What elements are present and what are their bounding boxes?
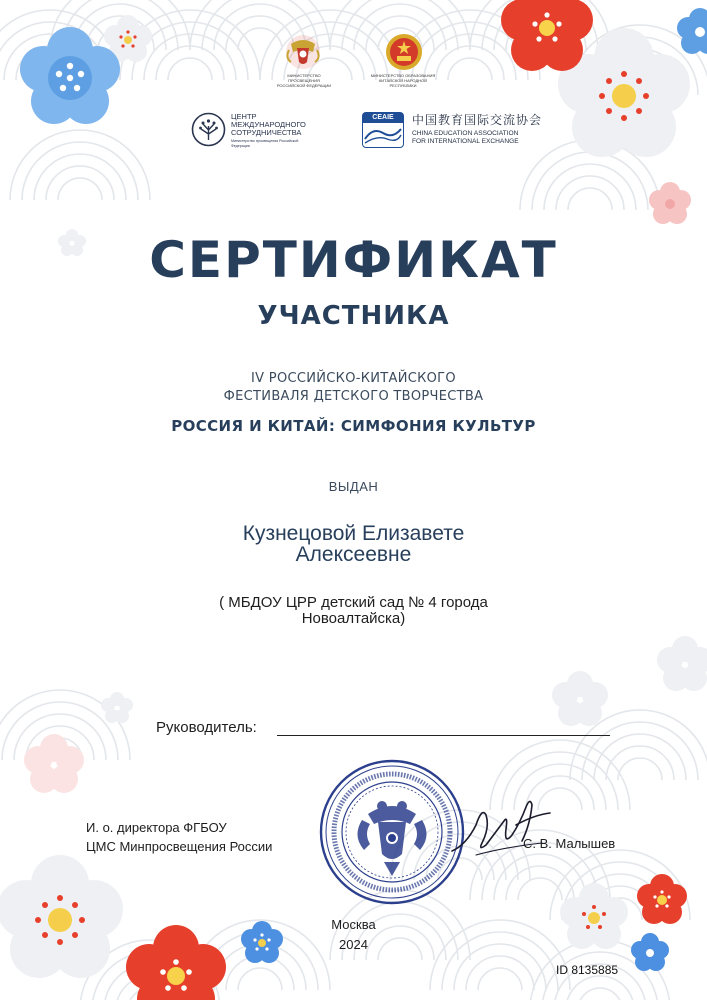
china-ministry-caption: МИНИСТЕРСТВО ОБРАЗОВАНИЯ КИТАЙСКОЙ НАРОДНОЙ РЕСПУБЛИКИ	[370, 73, 436, 88]
china-emblem-icon	[384, 32, 424, 72]
gray-flower	[657, 636, 707, 691]
issued-label: ВЫДАН	[328, 479, 379, 494]
festival-line-2: ФЕСТИВАЛЯ ДЕТСКОГО ТВОРЧЕСТВА	[223, 389, 484, 404]
director-title-line-1: И. о. директора ФГБОУ	[86, 820, 227, 835]
leader-label: Руководитель:	[156, 719, 257, 736]
certificate-title: СЕРТИФИКАТ	[149, 231, 558, 289]
certificate-id: ID 8135885	[556, 963, 619, 977]
center-tree-icon	[191, 112, 226, 147]
center-line3: СОТРУДНИЧЕСТВА	[231, 128, 302, 137]
ceaie-english-line1: CHINA EDUCATION ASSOCIATION	[412, 130, 519, 137]
ceaie-logo-icon	[362, 112, 404, 148]
signer-name: С. В. Малышев	[523, 836, 616, 851]
ceaie-english-line2: FOR INTERNATIONAL EXCHANGE	[412, 138, 519, 145]
ceaie-chinese-name: 中国教育国际交流协会	[412, 113, 543, 127]
red-flower	[501, 0, 593, 71]
ceaie-wave-icon	[363, 123, 403, 145]
certificate-subtitle: УЧАСТНИКА	[257, 301, 450, 331]
issue-city: Москва	[331, 917, 376, 932]
leader-signature-line	[277, 735, 610, 736]
center-line1: ЦЕНТР	[231, 112, 257, 121]
ministry-caption: МИНИСТЕРСТВО ПРОСВЕЩЕНИЯ РОССИЙСКОЙ ФЕДЕРАЦИИ	[276, 73, 332, 88]
signature-icon	[446, 785, 556, 865]
institution-line-2: Новоалтайска)	[301, 610, 406, 627]
pink-flower	[649, 182, 691, 224]
festival-name: РОССИЯ И КИТАЙ: СИМФОНИЯ КУЛЬТУР	[171, 417, 536, 435]
ceaie-badge: CEAIE	[363, 113, 403, 123]
gray-flower	[552, 671, 608, 726]
center-subcaption: Министерство просвещения Российской Федерации	[231, 139, 299, 148]
center-line2: МЕЖДУНАРОДНОГО	[231, 120, 306, 129]
blue-flower	[677, 8, 707, 54]
festival-line-1: IV РОССИЙСКО-КИТАЙСКОГО	[251, 371, 456, 386]
recipient-name-line-1: Кузнецовой Елизавете	[242, 522, 465, 545]
recipient-name-line-2: Алексеевне	[295, 543, 412, 566]
blue-flower	[20, 27, 120, 124]
ministry-emblem-icon	[283, 32, 323, 72]
official-stamp-icon	[318, 758, 466, 906]
institution-line-1: ( МБДОУ ЦРР детский сад № 4 города	[219, 594, 488, 611]
gray-flower	[101, 692, 133, 723]
issue-year: 2024	[339, 937, 368, 952]
director-title-line-2: ЦМС Минпросвещения России	[86, 839, 273, 854]
